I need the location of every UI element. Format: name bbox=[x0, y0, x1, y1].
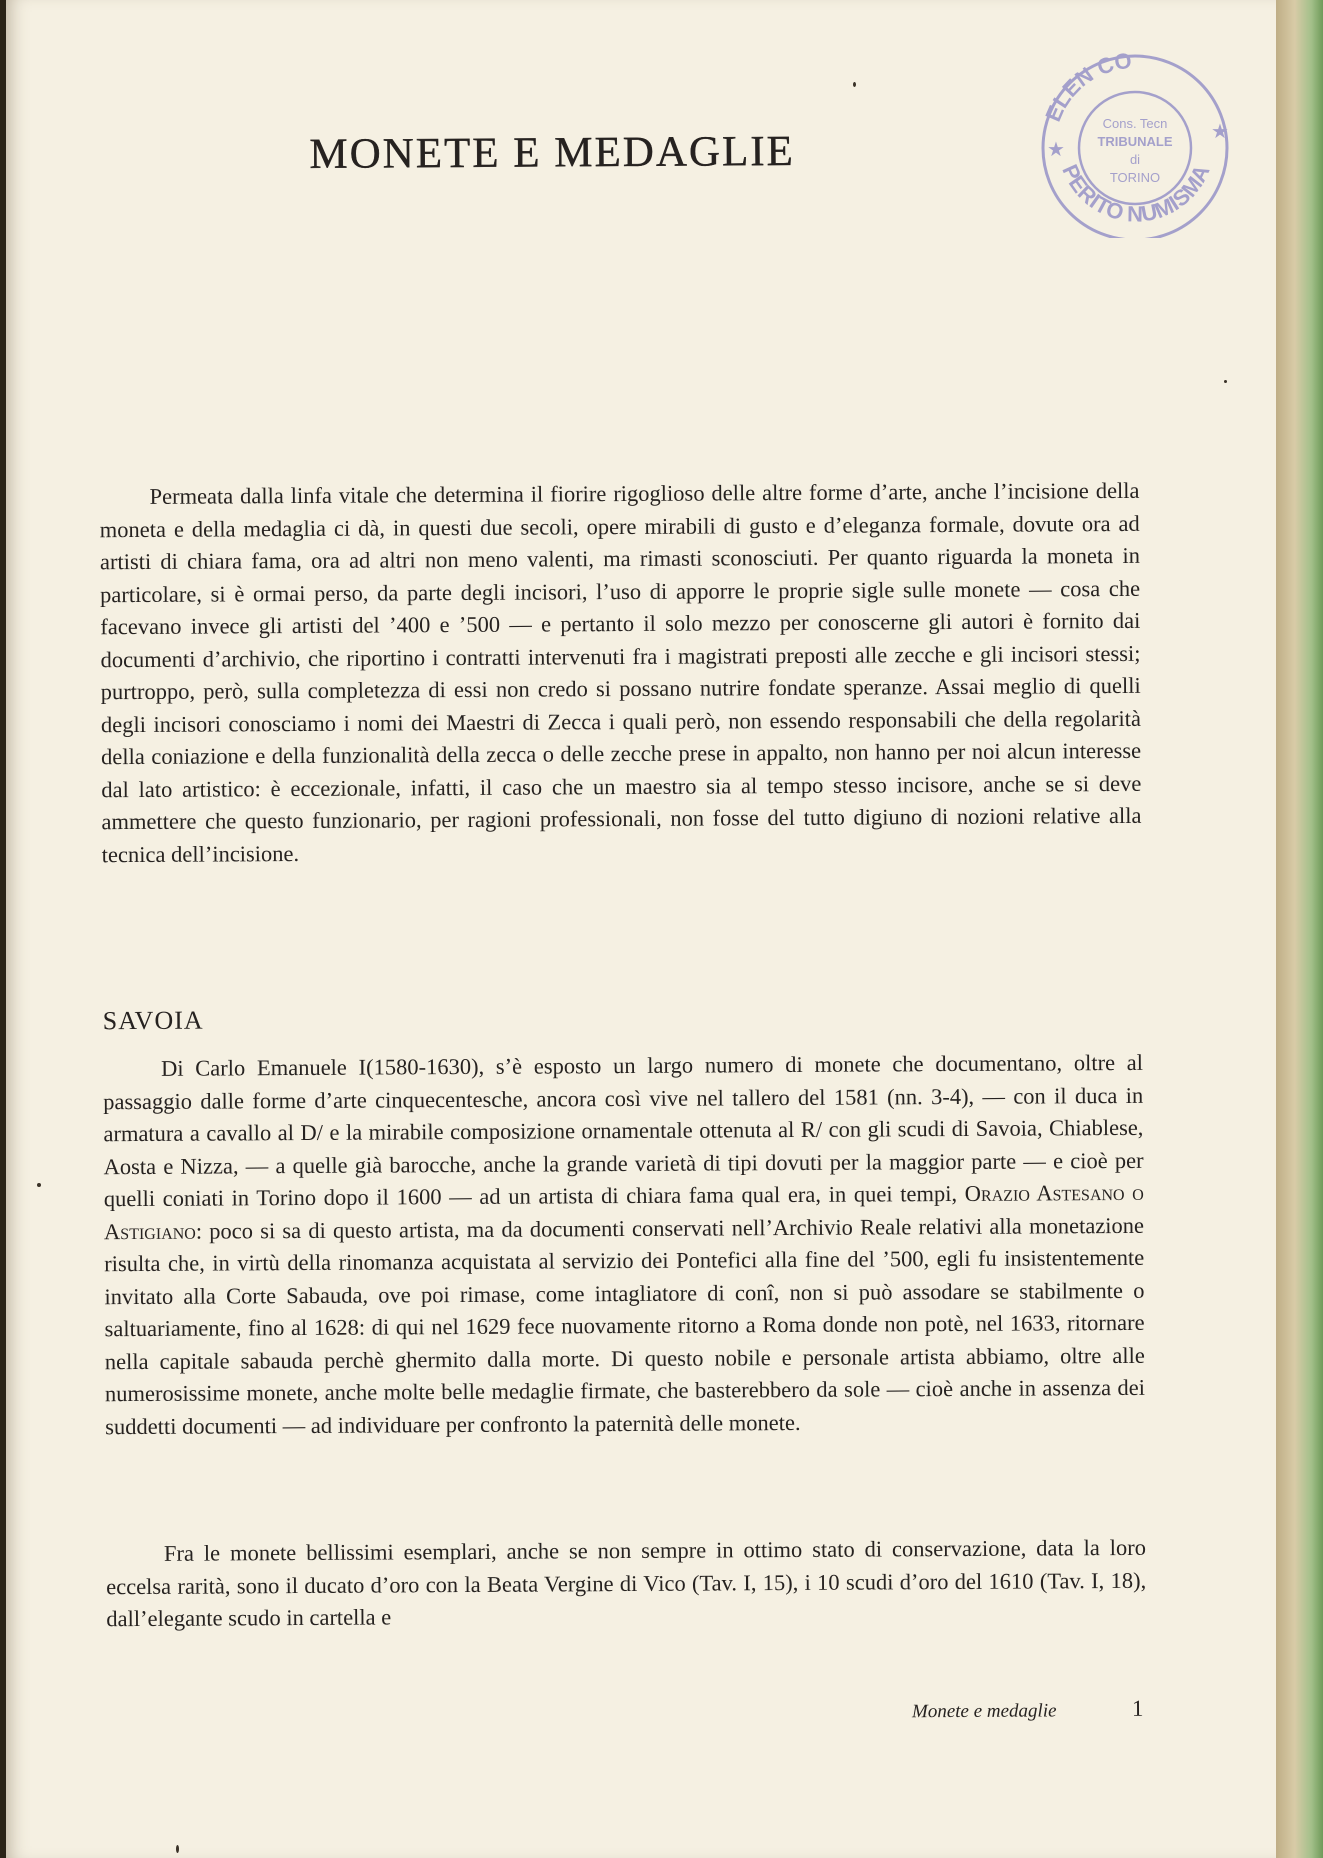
adjacent-page-edge bbox=[1276, 0, 1323, 1858]
stamp-ring-top-text: ELEN CO bbox=[1040, 47, 1134, 126]
stamp-line-1: Cons. Tecn bbox=[1102, 116, 1168, 131]
ink-speck bbox=[853, 82, 856, 87]
page-footer bbox=[912, 1694, 1142, 1735]
paper-sheet bbox=[6, 0, 1276, 1858]
stamp-star-right-icon: ★ bbox=[1211, 121, 1229, 143]
page-title: MONETE E MEDAGLIE bbox=[309, 127, 795, 178]
savoia-paragraph-2: Fra le monete bellissimi esemplari, anche se non sempre in ottimo stato di conservazione, data la loro eccelsa rarità, sono il ducato d’oro con la Beata Vergine di Vico (Tav. I, 15), i 10 scudi d’oro del 1610 (Tav. I, 18), dall’elegante scudo in cartella e bbox=[106, 1534, 1147, 1632]
savoia-paragraph-1-part-1: Di Carlo Emanuele I(1580-1630), s’è esposto un largo numero di monete che documentano, oltre al passaggio dalle forme d’arte cinquecentesche, ancora così vive nel tallero del 1581 (nn. 3-4), — con il duca in armatura a cavallo al D/ e la mirabile composizione ornamentale ottenuta al R/ con gli scudi di Savoia, Chiablese, Aosta e Nizza, — a quelle già barocche, anche la grande varietà di tipi dovuti per la maggior parte — e cioè per quelli coniati in Torino dopo il 1600 — ad un artista di chiara fama qual era, in quei tempi, bbox=[103, 1049, 1144, 1212]
savoia-paragraph-1 bbox=[103, 1047, 1145, 1443]
savoia-paragraph-1-part-2: : poco si sa di questo artista, ma da documenti conservati nell’Archivio Reale relativi alla monetazione risulta che, in virtù della rinomanza acquistata al servizio dei Pontefici alla fine del ’500, egli fu insistentemente invitato alla Corte Sabauda, ove poi rimase, come intagliatore di conî, non si può assodare se stabilmente o saltuariamente, fino al 1628: di qui nel 1629 fece nuovamente ritorno a Roma donde non potè, nel 1633, ritornare nella capitale sabauda perchè ghermito dalla morte. Di questo nobile e personale artista abbiamo, oltre alle numerosissime monete, anche molte belle medaglie firmate, che basterebbero da sole — cioè anche in assenza dei suddetti documenti — ad individuare per confronto la paternità delle monete. bbox=[104, 1212, 1146, 1439]
ink-speck bbox=[1224, 380, 1227, 383]
artist-name-smallcaps: Orazio Astesano o Astigiano bbox=[103, 1179, 1144, 1244]
stamp-line-3: di bbox=[1129, 152, 1141, 167]
intro-paragraph: Permeata dalla linfa vitale che determina il fiorire rigoglioso delle altre forme d’arte, anche l’incisione della moneta e della medaglia ci dà, in questi due secoli, opere mirabili di gusto e d’eleganza formale, dovute ora ad artisti di chiara fama, ora ad altri non meno valenti, ma rimasti sconosciuti. Per quanto riguarda la moneta in particolare, si è ormai perso, da parte degli incisori, l’uso di apporre le proprie sigle sulle monete — cosa che facevano invece gli artisti del ’400 e ’500 — e pertanto il solo mezzo per conoscerne gli autori è fornito dai documenti d’archivio, che riportino i contratti intervenuti fra i magistrati preposti alle zecche e gli incisori stessi; purtroppo, però, sulla completezza di essi non credo si possano nutrire fondate speranze. Assai meglio di quelli degli incisori conosciamo i nomi dei Maestri di Zecca i quali però, non essendo responsabili che della regolarità della coniazione e della funzionalità della zecca o delle zecche prese in appalto, non hanno per noi alcun interesse dal lato artistico: è eccezionale, infatti, il caso che un maestro sia al tempo stesso incisore, anche se si deve ammettere che questo funzionario, per ragioni professionali, non fosse del tutto digiuno di nozioni relative alla tecnica dell’incisione. bbox=[99, 477, 1142, 867]
ink-speck bbox=[37, 1183, 41, 1187]
stamp-line-4: TORINO bbox=[1109, 170, 1161, 185]
rubber-stamp-icon bbox=[1021, 38, 1249, 238]
stamp-star-left-icon: ★ bbox=[1047, 139, 1065, 161]
running-footer-title: Monete e medaglie bbox=[911, 1700, 1057, 1723]
ink-speck bbox=[176, 1845, 179, 1853]
stamp-line-2: TRIBUNALE bbox=[1097, 134, 1173, 149]
section-heading-savoia: SAVOIA bbox=[102, 1005, 204, 1036]
stamp-ring-bottom-text: PERITO NUMISMA bbox=[1057, 160, 1215, 227]
page-number: 1 bbox=[1131, 1695, 1144, 1721]
